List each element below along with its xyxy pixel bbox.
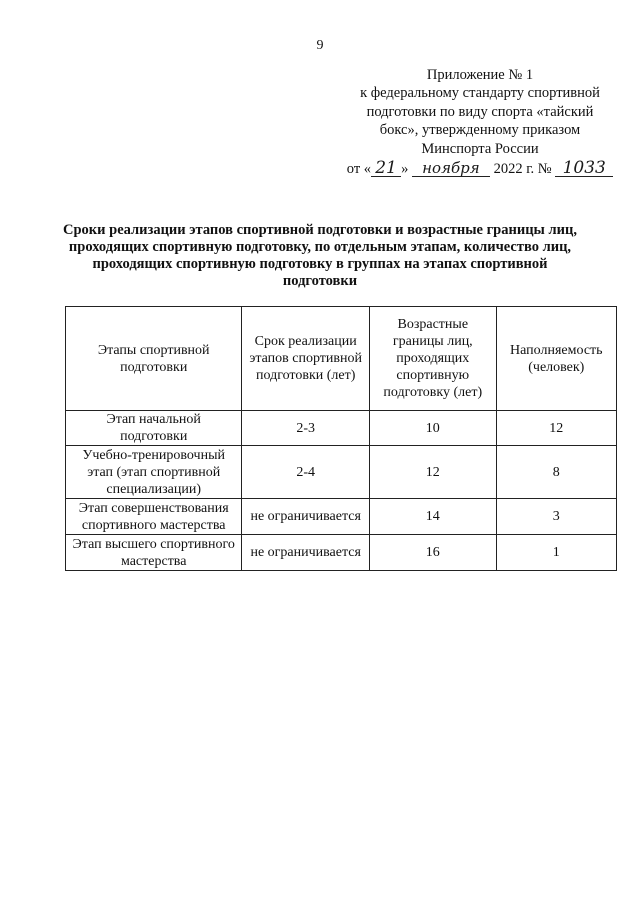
appendix-line: к федеральному стандарту спортивной — [360, 85, 600, 102]
stage-size: 12 — [496, 411, 616, 446]
title-line: проходящих спортивную подготовку в группах на этапах спортивной — [92, 256, 548, 272]
table-row — [66, 499, 617, 535]
appendix-line: Приложение № 1 — [426, 67, 534, 83]
stage-name: Этап начальной подготовки — [66, 411, 242, 446]
order-prefix: от « — [346, 161, 372, 178]
appendix-line: бокс», утвержденному приказом — [379, 122, 581, 139]
appendix-block — [330, 66, 630, 178]
order-day-handwritten: 21 — [371, 160, 401, 177]
order-number-handwritten: 1033 — [555, 160, 613, 177]
stage-duration: 2-4 — [242, 446, 370, 499]
stage-age: 14 — [369, 499, 496, 535]
title-line: проходящих спортивную подготовку, по отдельным этапам, количество лиц, — [68, 239, 572, 255]
header-stages: Этапы спортивной подготовки — [66, 307, 242, 411]
stages-table — [65, 306, 617, 571]
table-row — [66, 411, 617, 446]
appendix-line: Минспорта России — [421, 140, 539, 157]
document-title — [60, 222, 580, 290]
stage-age: 12 — [369, 446, 496, 499]
order-year: 2022 г. № — [493, 161, 552, 178]
header-size: Наполняемость (человек) — [496, 307, 616, 411]
stage-age: 16 — [369, 535, 496, 571]
title-line: подготовки — [282, 273, 358, 289]
stage-size: 1 — [496, 535, 616, 571]
appendix-line: подготовки по виду спорта «тайский — [366, 103, 594, 120]
stage-name: Учебно-тренировочный этап (этап спортивной специализации) — [66, 446, 242, 499]
stage-duration: не ограничивается — [242, 499, 370, 535]
header-duration: Срок реализации этапов спортивной подготовки (лет) — [242, 307, 370, 411]
stage-name: Этап совершенствования спортивного мастерства — [66, 499, 242, 535]
stage-duration: 2-3 — [242, 411, 370, 446]
table-row — [66, 535, 617, 571]
stage-duration: не ограничивается — [242, 535, 370, 571]
stage-age: 10 — [369, 411, 496, 446]
header-age: Возрастные границы лиц, проходящих спортивную подготовку (лет) — [369, 307, 496, 411]
table-header-row — [66, 307, 617, 411]
stage-size: 8 — [496, 446, 616, 499]
order-line — [330, 160, 630, 178]
table-row — [66, 446, 617, 499]
stage-size: 3 — [496, 499, 616, 535]
order-month-handwritten: ноября — [412, 160, 490, 177]
stage-name: Этап высшего спортивного мастерства — [66, 535, 242, 571]
page-number: 9 — [316, 38, 324, 53]
order-mid: » — [401, 161, 409, 178]
title-line: Сроки реализации этапов спортивной подготовки и возрастные границы лиц, — [63, 222, 577, 238]
